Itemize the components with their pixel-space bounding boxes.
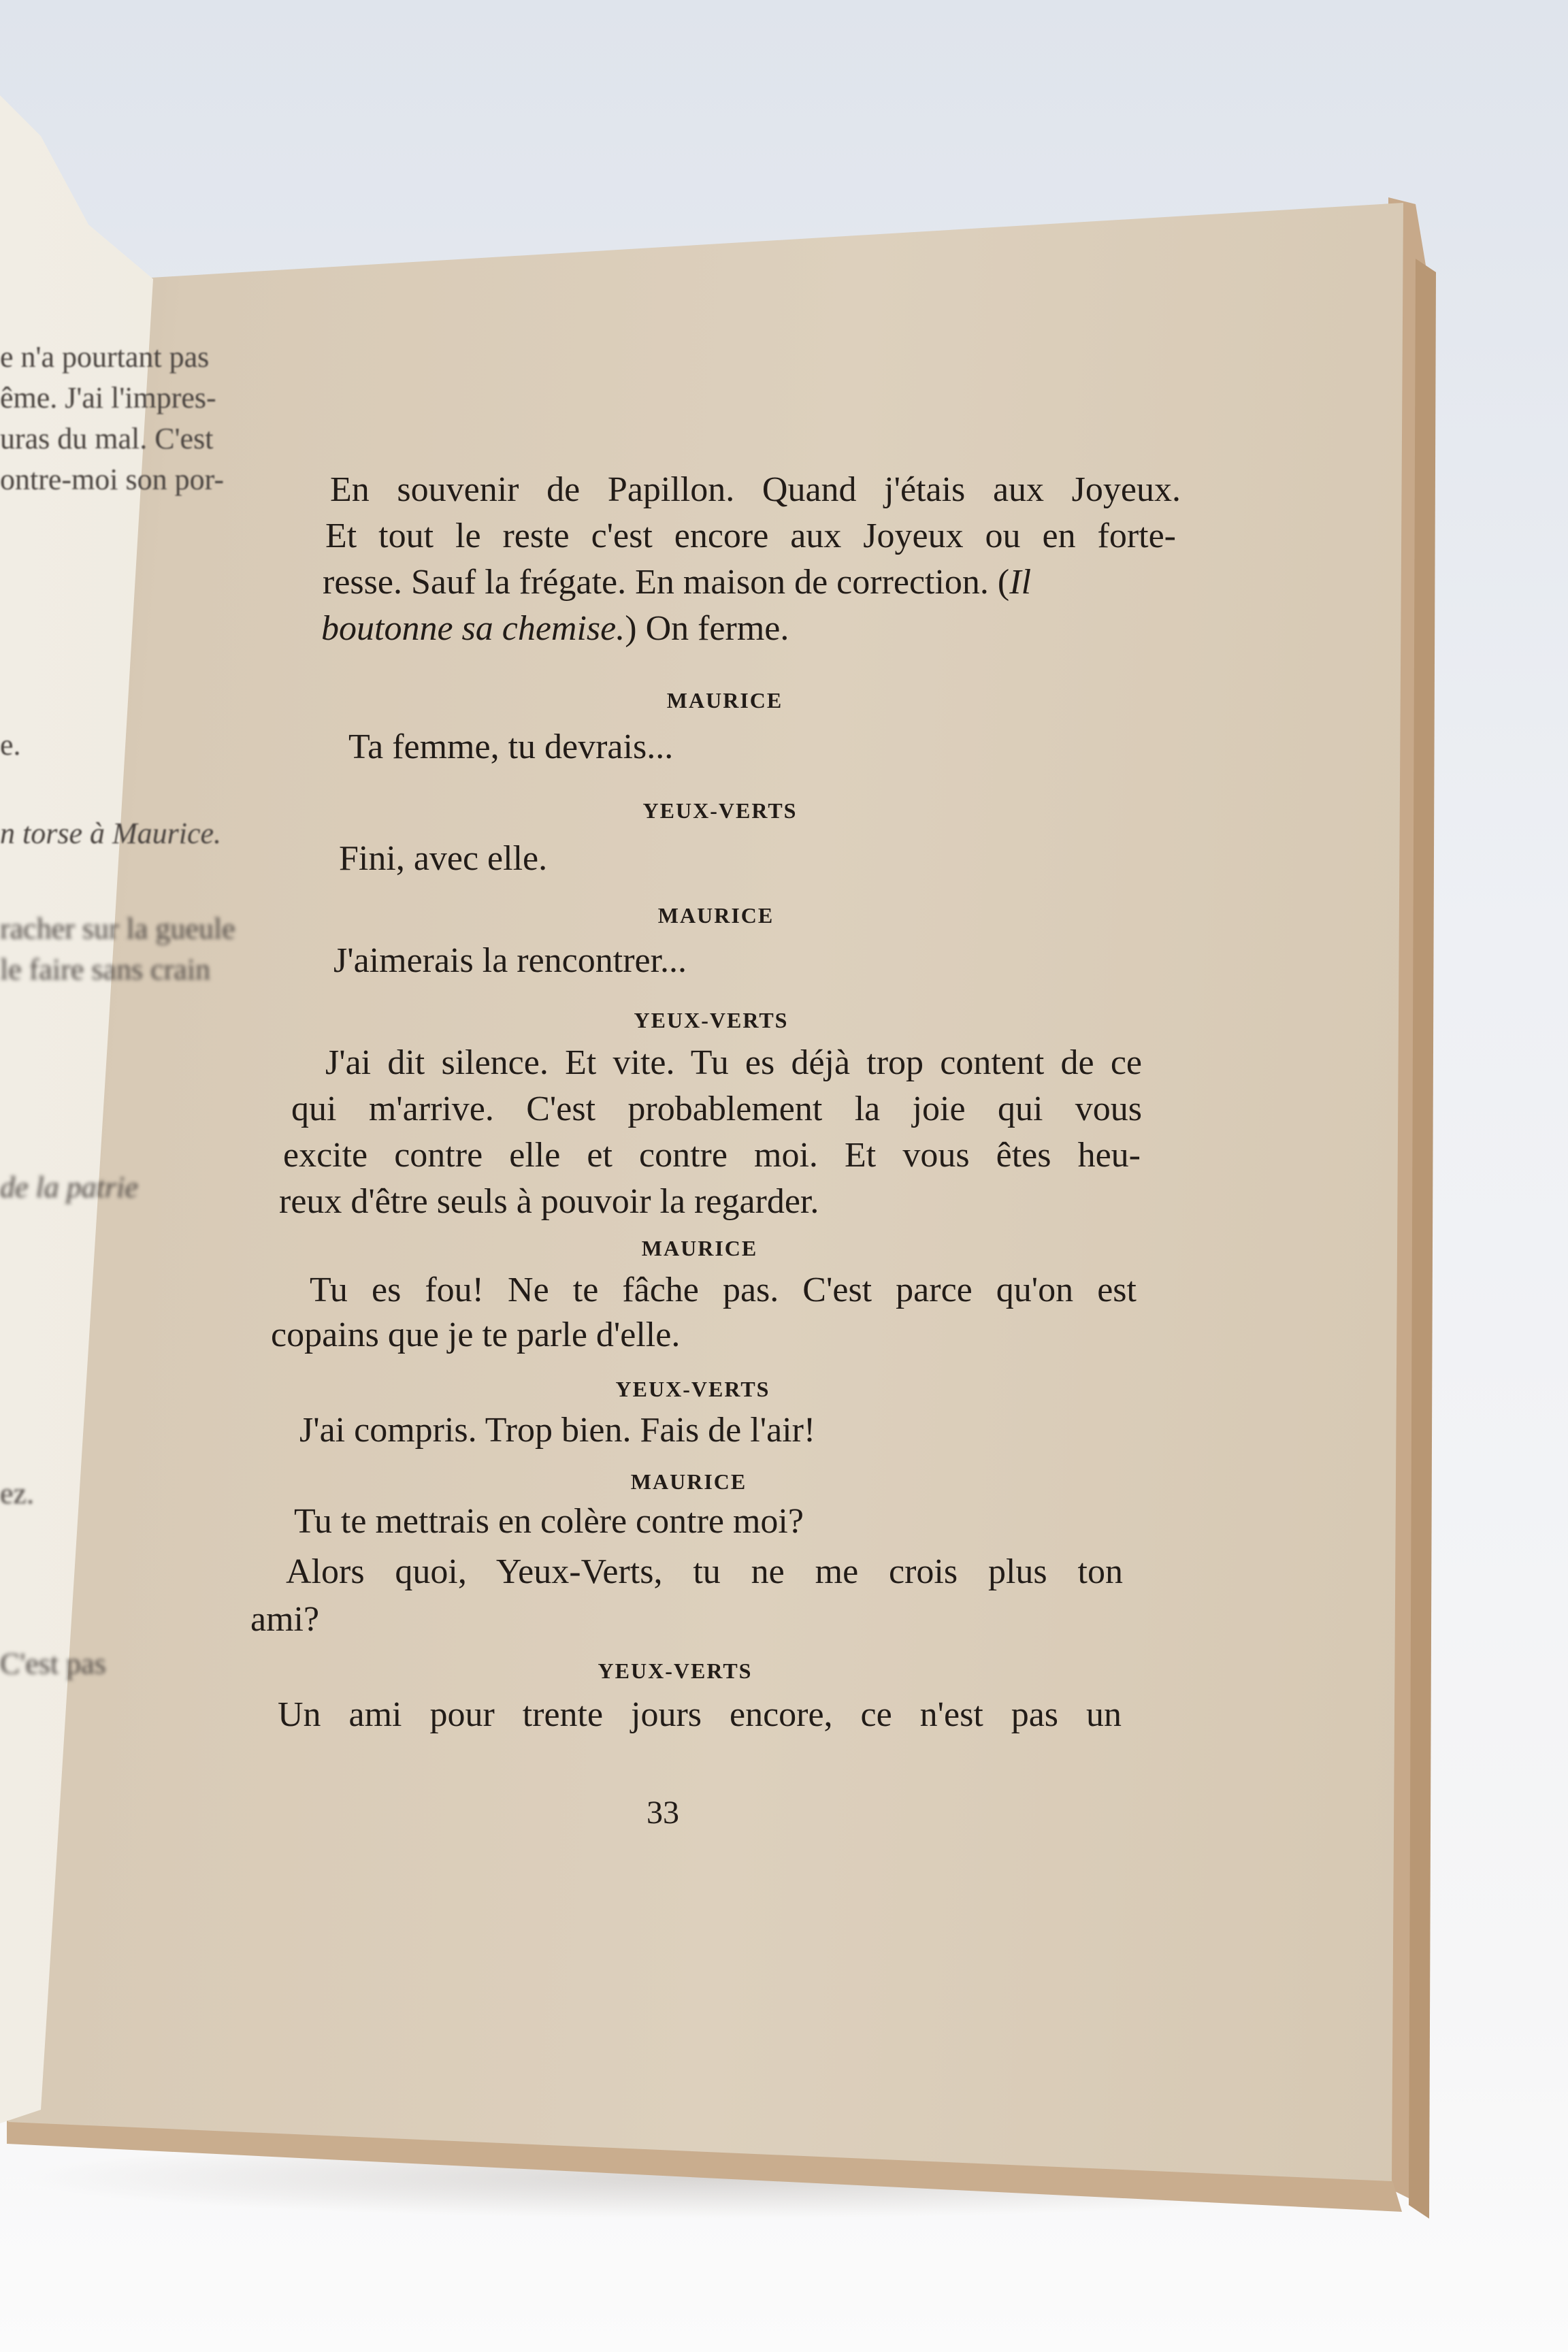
text-line xyxy=(323,562,1031,603)
text-line: Tu te mettrais en colère contre moi? xyxy=(294,1502,804,1541)
text-line: Alors quoi, Yeux-Verts, tu ne me crois plus ton xyxy=(286,1552,1123,1591)
speaker-name: MAURICE xyxy=(630,1469,747,1494)
text-line: ami? xyxy=(250,1600,320,1639)
text-segment: resse. Sauf la frégate. En maison de correction. ( xyxy=(323,563,1010,602)
left-page-text: uras du mal. C'est xyxy=(0,422,214,455)
stage-direction: boutonne sa chemise. xyxy=(321,609,625,648)
text-line: Fini, avec elle. xyxy=(339,839,548,878)
text-line: J'aimerais la rencontrer... xyxy=(333,941,687,980)
speaker-name: YEUX-VERTS xyxy=(598,1659,753,1683)
left-page-text: ontre-moi son por- xyxy=(0,463,225,496)
stage-direction: Il xyxy=(1009,563,1032,602)
left-page-text: e. xyxy=(0,728,21,762)
speaker-name: YEUX-VERTS xyxy=(634,1008,789,1032)
text-line: qui m'arrive. C'est probablement la joie qui vous xyxy=(291,1090,1142,1128)
text-line: copains que je te parle d'elle. xyxy=(271,1316,681,1354)
text-line: En souvenir de Papillon. Quand j'étais aux Joyeux. xyxy=(330,470,1181,509)
text-line xyxy=(321,608,789,649)
text-line: J'ai compris. Trop bien. Fais de l'air! xyxy=(299,1411,816,1450)
text-line: J'ai dit silence. Et vite. Tu es déjà trop content de ce xyxy=(325,1043,1142,1082)
page-number: 33 xyxy=(647,1795,679,1831)
text-line: Un ami pour trente jours encore, ce n'est pas un xyxy=(278,1695,1122,1734)
speaker-name: YEUX-VERTS xyxy=(642,798,798,823)
left-page-text: ême. J'ai l'impres- xyxy=(0,381,216,414)
speaker-name: YEUX-VERTS xyxy=(615,1377,770,1401)
left-page-text: racher sur la gueule xyxy=(0,912,235,945)
speaker-name: MAURICE xyxy=(657,903,774,928)
text-line: excite contre elle et contre moi. Et vous êtes heu- xyxy=(283,1136,1141,1175)
text-line: Et tout le reste c'est encore aux Joyeux ou en forte- xyxy=(325,517,1176,555)
left-page-text: ez. xyxy=(0,1477,35,1510)
text-line: reux d'être seuls à pouvoir la regarder. xyxy=(279,1182,819,1221)
left-page-text: de la patrie xyxy=(0,1171,138,1204)
left-page-text: le faire sans crain xyxy=(0,953,211,986)
left-page-text: e n'a pourtant pas xyxy=(0,340,210,374)
left-page-text: n torse à Maurice. xyxy=(0,817,222,850)
text-line: Ta femme, tu devrais... xyxy=(348,728,674,766)
text-line: Tu es fou! Ne te fâche pas. C'est parce qu'on est xyxy=(310,1271,1137,1309)
text-segment: ) On ferme. xyxy=(625,609,789,648)
speaker-name: MAURICE xyxy=(666,688,783,713)
speaker-name: MAURICE xyxy=(641,1236,758,1260)
left-page-text: C'est pas xyxy=(0,1647,106,1680)
